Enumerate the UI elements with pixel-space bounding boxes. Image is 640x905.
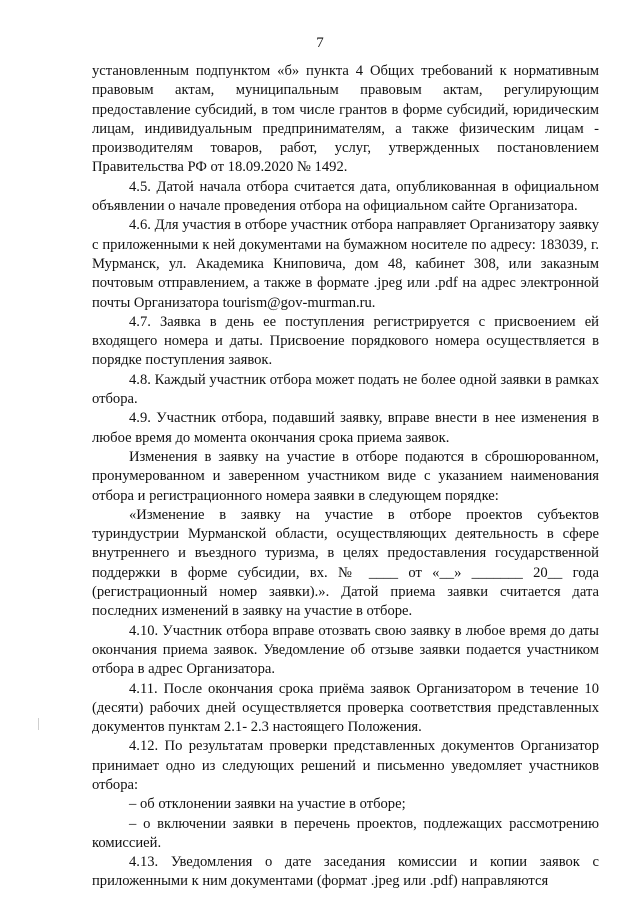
paragraph-change-template: «Изменение в заявку на участие в отборе проектов субъектов туриндустрии Мурманской области, осуществляющих деятельность в сфере внутреннего и въездного туризма, в целях предоставления государственной поддержки в форме субсидии, вх. № ____ от «__» _______ 20__ года (регистрационный номер заявки).». Датой приема заявки считается дата последних изменений в заявку на участие в отборе.: [92, 506, 599, 620]
list-item-rejection: – об отклонении заявки на участие в отборе;: [129, 796, 406, 813]
paragraph-4-8: 4.8. Каждый участник отбора может подать не более одной заявки в рамках отбора.: [92, 371, 599, 408]
paragraph-4-6: 4.6. Для участия в отборе участник отбора направляет Организатору заявку с приложенными к ней документами на бумажном носителе по адресу: 183039, г. Мурманск, ул. Академика Книповича, дом 48, кабинет 308, или заказным почтовым отправлением, а также в формате .jpeg или .pdf на адрес электронной почты Организатора tourism@gov-murman.ru.: [92, 217, 599, 311]
scan-margin-mark: [38, 718, 39, 730]
list-item-inclusion: – о включении заявки в перечень проектов, подлежащих рассмотрению комиссией.: [92, 815, 599, 851]
paragraph-4-7: 4.7. Заявка в день ее поступления регистрируется с присвоением ей входящего номера и даты. Присвоение порядкового номера осуществляется в порядке поступления заявок.: [92, 313, 599, 369]
paragraph-4-12: 4.12. По результатам проверки представленных документов Организатор принимает одно из следующих решений и письменно уведомляет участников отбора:: [92, 738, 599, 793]
paragraph-changes-procedure: Изменения в заявку на участие в отборе подаются в сброшюрованном, пронумерованном и заверенном участником виде с указанием наименования отбора и регистрационного номера заявки в следующем порядке:: [92, 448, 599, 504]
paragraph-4-11: 4.11. После окончания срока приёма заявок Организатором в течение 10 (десяти) рабочих дней осуществляется проверка соответствия представленных документов пунктам 2.1- 2.3 настоящего Положения.: [92, 680, 599, 736]
paragraph-4-9: 4.9. Участник отбора, подавший заявку, вправе внести в нее изменения в любое время до момента окончания срока приема заявок.: [92, 410, 599, 446]
paragraph-4-5: 4.5. Датой начала отбора считается дата, опубликованная в официальном объявлении о начале проведения отбора на официальном сайте Организатора.: [92, 178, 599, 215]
paragraph-4-10: 4.10. Участник отбора вправе отозвать свою заявку в любое время до даты окончания приема заявок. Уведомление об отзыве заявки подается участником отбора в адрес Организатора.: [92, 622, 599, 678]
page-number: 7: [316, 35, 324, 51]
document-body: [92, 62, 599, 892]
paragraph-continuation: установленным подпунктом «б» пункта 4 Общих требований к нормативным правовым актам, муниципальным правовым актам, регулирующим предоставление субсидий, в том числе грантов в форме субсидий, юридическим лицам, индивидуальным предпринимателям, а также физическим лицам - производителям товаров, работ, услуг, утвержденных постановлением Правительства РФ от 18.09.2020 № 1492.: [92, 63, 599, 176]
paragraph-4-13: 4.13. Уведомления о дате заседания комиссии и копии заявок с приложенными к ним документами (формат .jpeg или .pdf) направляются: [92, 854, 599, 890]
